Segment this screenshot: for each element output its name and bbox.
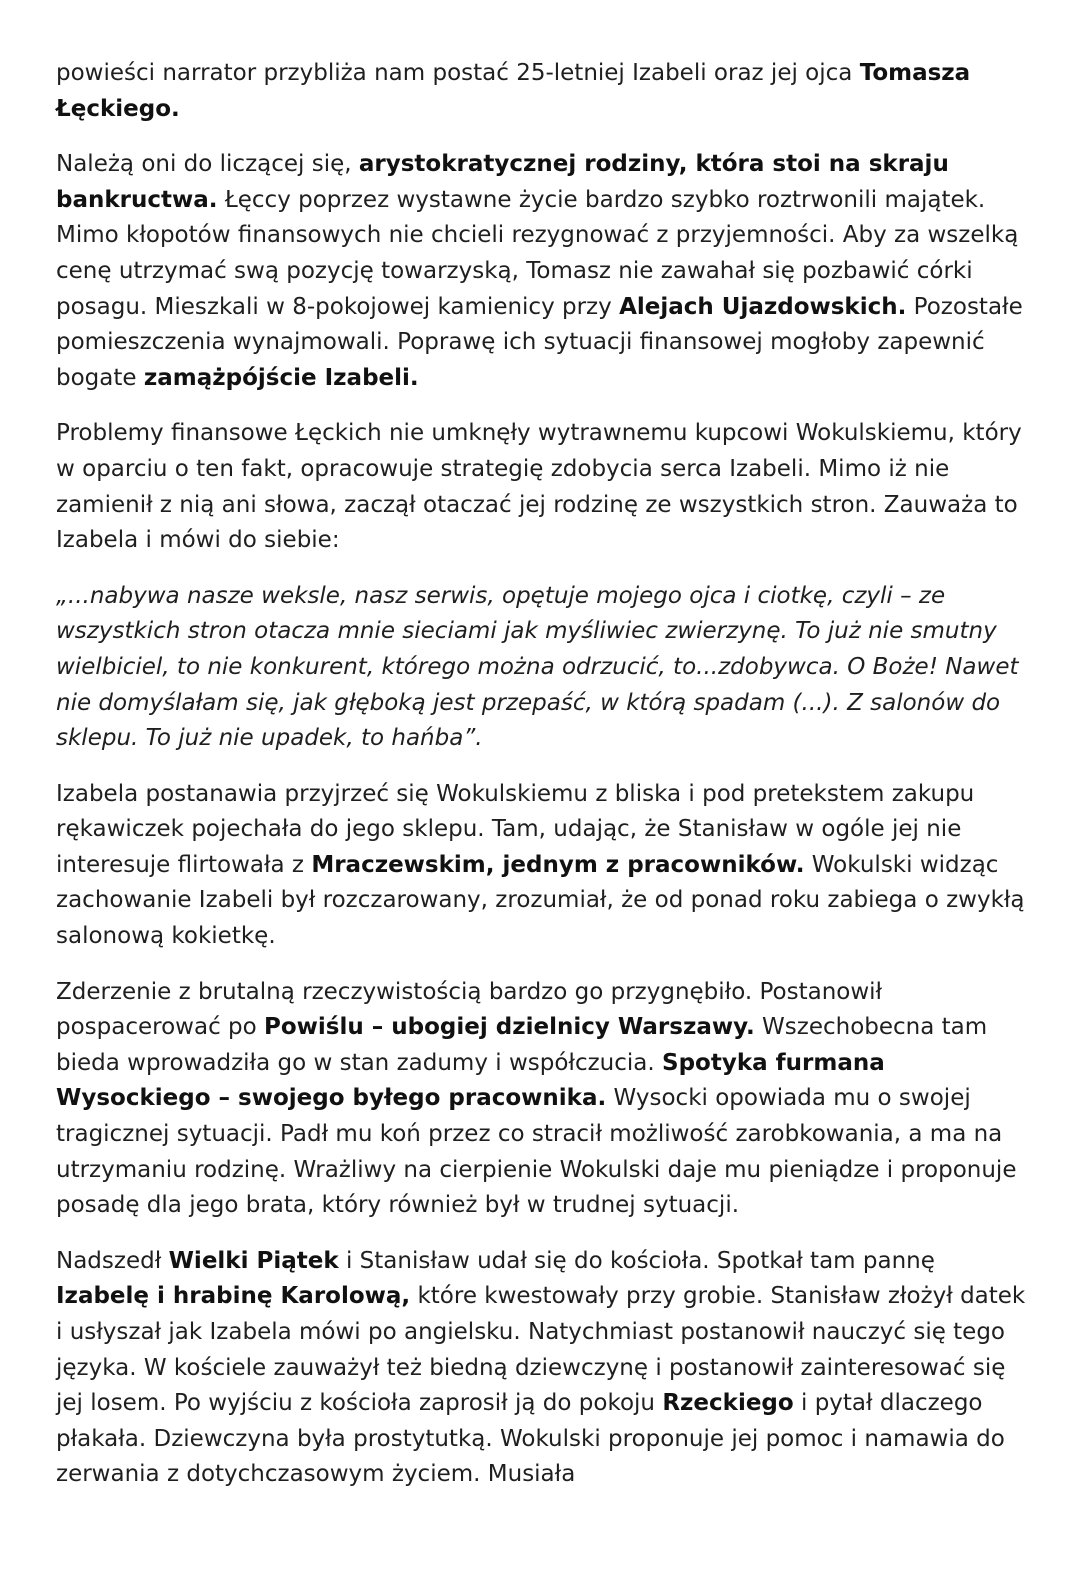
paragraph-shop: Izabela postanawia przyjrzeć się Wokulskiemu z bliska i pod pretekstem zakupu rękawiczek pojechała do jego sklepu. Tam, udając, że Stanisław w ogóle jej nie interesuje flirtowała z Mraczewskim, jednym z pracowników. Wokulski widząc zachowanie Izabeli był rozczarowany, zrozumiał, że od ponad roku zabiega o zwykłą salonową kokietkę. bbox=[56, 780, 1025, 950]
paragraph-powisle: Zderzenie z brutalną rzeczywistością bardzo go przygnębiło. Postanowił pospacerować po Powiślu – ubogiej dzielnicy Warszawy. Wszechobecna tam bieda wprowadziła go w stan zadumy i współczucia. Spotyka furmana Wysockiego – swojego byłego pracownika. Wysocki opowiada mu o swojej tragicznej sytuacji. Padł mu koń przez co stracił możliwość zarobkowania, a ma na utrzymaniu rodzinę. Wrażliwy na cierpienie Wokulski daje mu pieniądze i proponuje posadę dla jego brata, który również był w trudnej sytuacji. bbox=[56, 978, 1017, 1219]
paragraph-family: Należą oni do liczącej się, arystokratycznej rodziny, która stoi na skraju bankructwa. Łęccy poprzez wystawne życie bardzo szybko roztrwonili majątek. Mimo kłopotów finansowych nie chcieli rezygnować z przyjemności. Aby za wszelką cenę utrzymać swą pozycję towarzyską, Tomasz nie zawahał się pozbawić córki posagu. Mieszkali w 8-pokojowej kamienicy przy Alejach Ujazdowskich. Pozostałe pomieszczenia wynajmowali. Poprawę ich sytuacji finansowej mogłoby zapewnić bogate zamążpójście Izabeli. bbox=[56, 151, 1023, 391]
paragraph-strategy: Problemy finansowe Łęckich nie umknęły wytrawnemu kupcowi Wokulskiemu, który w oparciu o ten fakt, opracowuje strategię zdobycia serca Izabeli. Mimo iż nie zamienił z nią ani słowa, zaczął otaczać jej rodzinę ze wszystkich stron. Zauważa to Izabela i mówi do siebie: bbox=[56, 420, 1022, 554]
paragraph-intro: powieści narrator przybliża nam postać 25-letniej Izabeli oraz jej ojca Tomasza Łęckiego. bbox=[56, 60, 971, 122]
paragraph-good-friday: Nadszedł Wielki Piątek i Stanisław udał się do kościoła. Spotkał tam pannę Izabelę i hrabinę Karolową, które kwestowały przy grobie. Stanisław złożył datek i usłyszał jak Izabela mówi po angielsku. Natychmiast postanowił nauczyć się tego języka. W kościele zauważył też biedną dziewczynę i postanowił zainteresować się jej losem. Po wyjściu z kościoła zaprosił ją do pokoju Rzeckiego i pytał dlaczego płakała. Dziewczyna była prostytutką. Wokulski proponuje jej pomoc i namawia do zerwania z dotychczasowym życiem. Musiała bbox=[56, 1247, 1026, 1488]
paragraph-quote: „...nabywa nasze weksle, nasz serwis, opętuje mojego ojca i ciotkę, czyli – ze wszystkich stron otacza mnie sieciami jak myśliwiec zwierzynę. To już nie smutny wielbiciel, to nie konkurent, którego można odrzucić, to...zdobywca. O Boże! Nawet nie domyślałam się, jak głęboką jest przepaść, w którą spadam (...). Z salonów do sklepu. To już nie upadek, to hańba”. bbox=[56, 582, 1019, 752]
